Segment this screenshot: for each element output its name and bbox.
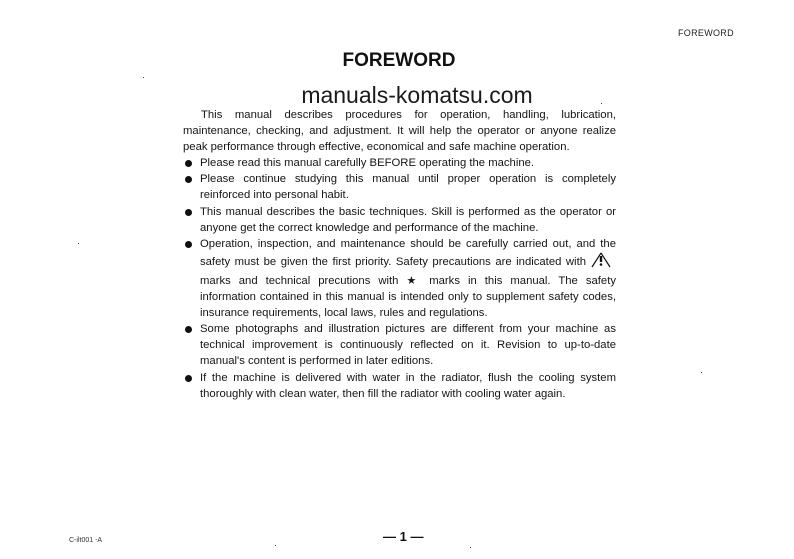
watermark: manuals-komatsu.com (301, 82, 533, 108)
foreword-list (183, 155, 616, 401)
intro-paragraph: This manual describes procedures for operation, handling, lubrication, maintenance, checking, and adjustment. It will help the operator or anyone realize peak performance through effective, economical and safe machine operation. (183, 109, 616, 154)
running-header: FOREWORD (678, 28, 734, 38)
scan-speck (143, 77, 144, 78)
foreword-body (183, 107, 616, 402)
scan-speck (275, 545, 276, 546)
star-icon: ★ (406, 274, 422, 287)
bullet-icon (185, 326, 192, 333)
scan-speck (701, 372, 702, 373)
warning-triangle-icon (590, 252, 612, 273)
bullet-icon (185, 176, 192, 183)
scan-speck (601, 103, 602, 104)
bullet-icon (185, 375, 192, 382)
bullet-icon (185, 160, 192, 167)
bullet-icon (185, 241, 192, 248)
bullet-icon (185, 209, 192, 216)
list-item: Please continue studying this manual until proper operation is completely reinforced into personal habit. (183, 171, 616, 203)
list-item: If the machine is delivered with water in the radiator, flush the cooling system thoroughly with clean water, then fill the radiator with cooling water again. (183, 370, 616, 402)
scan-speck (470, 547, 471, 548)
document-code: C-ilt001 -A (69, 537, 103, 544)
list-item-safety: Operation, inspection, and maintenance should be carefully carried out, and the safety must be given the first priority. Safety precautions are indicated withmarks and technical precutions with ★ marks in this manual. The safety information contained in this manual is intended only to supplement safety codes, insurance requirements, local laws, rules and regulations. (183, 236, 616, 321)
scan-speck (78, 243, 79, 244)
list-item: This manual describes the basic techniques. Skill is performed as the operator or anyone get the correct knowledge and performance of the machine. (183, 204, 616, 236)
page-number: — 1 — (383, 529, 424, 544)
list-item: Some photographs and illustration pictures are different from your machine as technical improvement is continuously reflected on it. Revision to up-to-date manual's content is performed in later editions. (183, 321, 616, 369)
list-item: Please read this manual carefully BEFORE operating the machine. (183, 155, 616, 171)
page-title: FOREWORD (342, 50, 456, 71)
